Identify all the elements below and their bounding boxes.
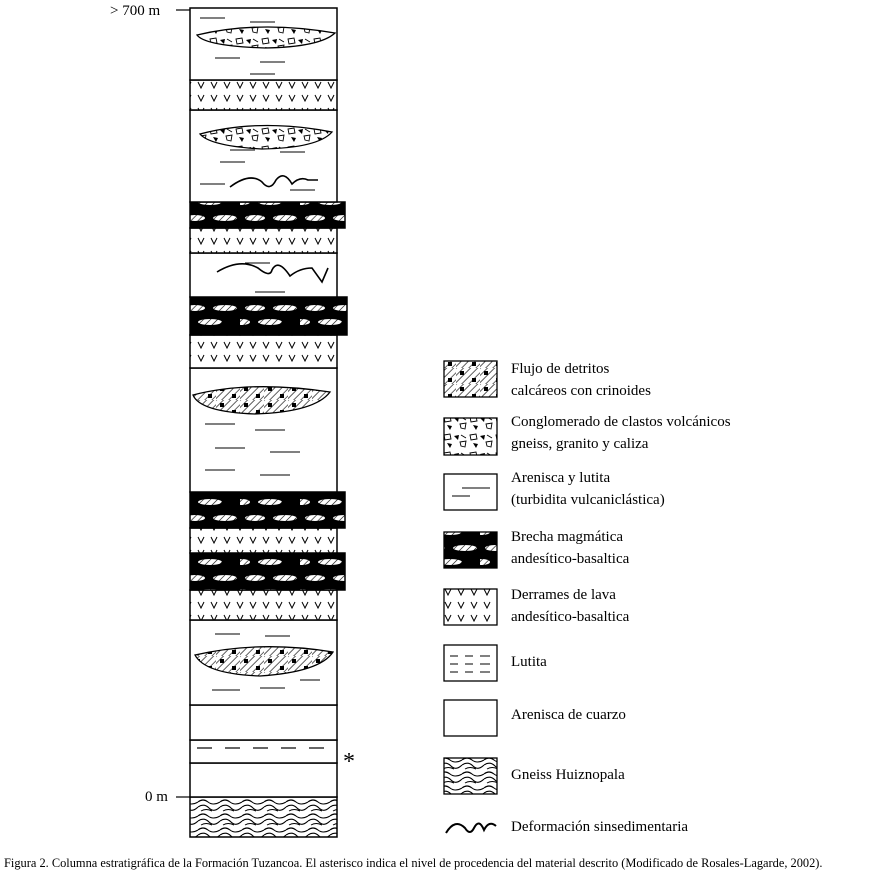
legend-label: gneiss, granito y caliza bbox=[511, 436, 649, 452]
unit-lava-4 bbox=[190, 228, 337, 253]
axis-bottom-label: 0 m bbox=[145, 789, 168, 805]
legend-swatch-lava bbox=[444, 589, 497, 625]
legend-swatches bbox=[444, 361, 497, 833]
legend-label: Arenisca y lutita bbox=[511, 470, 611, 486]
legend-label: Conglomerado de clastos volcánicos bbox=[511, 414, 731, 430]
legend-label: Brecha magmática bbox=[511, 529, 624, 545]
legend-label: (turbidita vulcaniclástica) bbox=[511, 492, 665, 508]
unit-arenisca-cuarzo-2 bbox=[190, 705, 337, 740]
unit-arenisca-lutita-3 bbox=[190, 253, 337, 297]
unit-brecha-1 bbox=[190, 553, 345, 590]
legend-label: calcáreos con crinoides bbox=[511, 383, 651, 399]
legend-swatch-gneiss bbox=[444, 758, 497, 794]
unit-lava-1 bbox=[190, 590, 337, 620]
axis-top-label: > 700 m bbox=[110, 3, 161, 19]
legend-label: Arenisca de cuarzo bbox=[511, 707, 626, 723]
legend-item-flujo bbox=[511, 358, 651, 402]
unit-brecha-3 bbox=[190, 297, 347, 335]
legend-swatch-lutita bbox=[444, 645, 497, 681]
legend-swatch-arenisca-lutita bbox=[444, 474, 497, 510]
legend-label: andesítico-basaltica bbox=[511, 551, 630, 567]
legend-label: Derrames de lava bbox=[511, 587, 616, 603]
unit-lutita bbox=[190, 740, 337, 763]
sample-asterisk: * bbox=[343, 749, 355, 775]
unit-gneiss bbox=[190, 797, 337, 837]
unit-brecha-2 bbox=[190, 492, 345, 528]
legend-swatch-conglomerado bbox=[444, 418, 497, 455]
legend-label: Lutita bbox=[511, 654, 547, 670]
figure-caption: Figura 2. Columna estratigráfica de la Formación Tuzancoa. El asterisco indica el nivel de procedencia del material descrito (Modificado de Rosales-Lagarde, 2002). bbox=[4, 856, 823, 870]
unit-arenisca-cuarzo-1 bbox=[190, 763, 337, 797]
legend-item-arenisca-lutita bbox=[511, 467, 665, 511]
legend-swatch-brecha bbox=[444, 532, 497, 568]
legend-swatch-deformacion bbox=[446, 823, 496, 833]
legend-label: andesítico-basaltica bbox=[511, 609, 630, 625]
legend-label: Flujo de detritos bbox=[511, 361, 610, 377]
stratigraphic-column bbox=[190, 8, 347, 837]
legend-item-arenisca-cuarzo bbox=[511, 704, 626, 726]
legend-item-conglomerado bbox=[511, 411, 731, 455]
legend-item-brecha bbox=[511, 526, 629, 570]
unit-lava-5 bbox=[190, 80, 337, 110]
legend-label: Deformación sinsedimentaria bbox=[511, 819, 689, 835]
unit-lava-2 bbox=[190, 528, 337, 553]
legend-label: Gneiss Huiznopala bbox=[511, 767, 625, 783]
legend-item-deformacion bbox=[511, 816, 688, 838]
legend-swatch-arenisca-cuarzo bbox=[444, 700, 497, 736]
unit-brecha-4 bbox=[190, 202, 345, 228]
unit-lava-3 bbox=[190, 335, 337, 368]
legend-item-gneiss bbox=[511, 764, 625, 786]
legend-item-lava bbox=[511, 584, 629, 628]
legend-swatch-flujo bbox=[444, 361, 497, 397]
legend-item-lutita bbox=[511, 651, 547, 673]
unit-arenisca-lutita-4 bbox=[190, 110, 337, 202]
